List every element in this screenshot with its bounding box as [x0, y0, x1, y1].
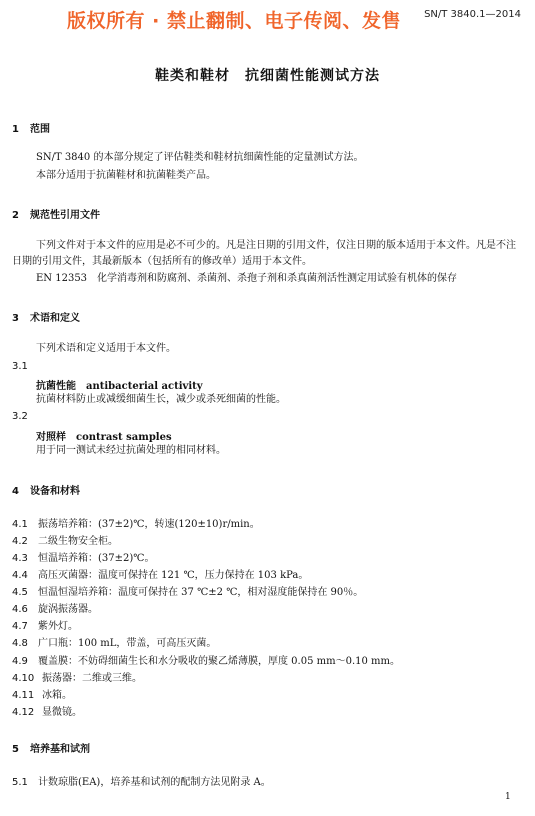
term-1-number: 3.1 — [12, 361, 28, 372]
section-1-para-1: SN/T 3840 的本部分规定了评估鞋类和鞋材抗细菌性能的定量测试方法。 — [36, 152, 364, 163]
page-number: 1 — [505, 792, 511, 802]
section-4-heading: 4 设备和材料 — [12, 486, 80, 497]
term-2-definition: 用于同一测试未经过抗菌处理的相同材料。 — [36, 445, 226, 456]
term-1-definition: 抗菌材料防止或减缓细菌生长，减少或杀死细菌的性能。 — [36, 394, 286, 405]
equipment-item: 4.10 振荡器：二维或三维。 — [12, 673, 142, 684]
section-2-para-1: 下列文件对于本文件的应用是必不可少的。凡是注日期的引用文件，仅注日期的版本适用于本文件。凡是不注日期的引用文件，其最新版本（包括所有的修改单）适用于本文件。 — [12, 240, 516, 267]
section-3-para-1: 下列术语和定义适用于本文件。 — [36, 343, 176, 354]
document-title: 鞋类和鞋材 抗细菌性能测试方法 — [155, 68, 380, 84]
equipment-item: 4.6 旋涡振荡器。 — [12, 604, 98, 615]
term-2-number: 3.2 — [12, 411, 28, 422]
term-1-title: 抗菌性能 antibacterial activity — [36, 381, 203, 392]
section-5-heading: 5 培养基和试剂 — [12, 744, 90, 755]
section-1-heading: 1 范围 — [12, 124, 50, 135]
equipment-item: 4.8 广口瓶：100 mL，带盖，可高压灭菌。 — [12, 638, 217, 649]
equipment-item: 4.12 显微镜。 — [12, 707, 82, 718]
equipment-item: 4.1 振荡培养箱：(37±2)℃，转速(120±10)r/min。 — [12, 519, 260, 530]
equipment-item: 4.4 高压灭菌器：温度可保持在 121 ℃，压力保持在 103 kPa。 — [12, 570, 309, 581]
equipment-item: 4.2 二级生物安全柜。 — [12, 536, 118, 547]
reagent-item: 5.1 计数琼脂(EA)，培养基和试剂的配制方法见附录 A。 — [12, 777, 271, 788]
equipment-item: 4.9 覆盖膜：不妨碍细菌生长和水分吸收的聚乙烯薄膜，厚度 0.05 mm～0.10 mm。 — [12, 656, 400, 667]
section-2-para-2: EN 12353 化学消毒剂和防腐剂、杀菌剂、杀孢子剂和杀真菌剂活性测定用试验有机体的保存 — [36, 273, 458, 284]
equipment-item: 4.11 冰箱。 — [12, 690, 72, 701]
equipment-item: 4.3 恒温培养箱：(37±2)℃。 — [12, 553, 155, 564]
term-2-title: 对照样 contrast samples — [36, 432, 172, 443]
section-1-para-2: 本部分适用于抗菌鞋材和抗菌鞋类产品。 — [36, 170, 216, 181]
standard-number: SN/T 3840.1—2014 — [424, 9, 521, 20]
section-2-heading: 2 规范性引用文件 — [12, 210, 100, 221]
equipment-item: 4.7 紫外灯。 — [12, 621, 78, 632]
equipment-item: 4.5 恒温恒湿培养箱：温度可保持在 37 ℃±2 ℃，相对湿度能保持在 90％。 — [12, 587, 364, 598]
copyright-watermark: 版权所有 · 禁止翻制、电子传阅、发售 — [67, 10, 401, 32]
section-3-heading: 3 术语和定义 — [12, 313, 80, 324]
